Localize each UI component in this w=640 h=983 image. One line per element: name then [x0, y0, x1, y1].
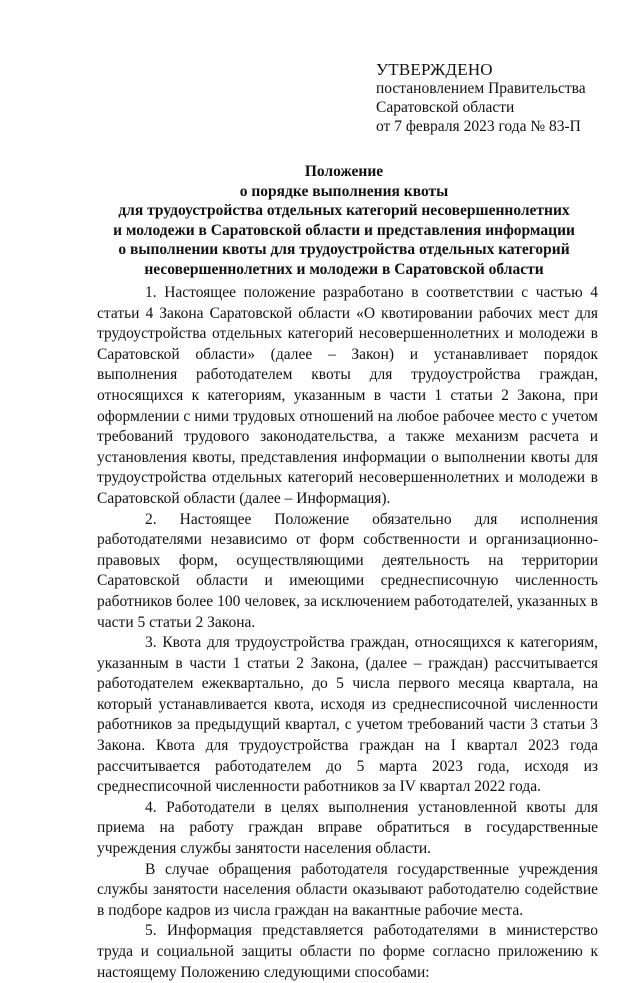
title-line-4: и молодежи в Саратовской области и представления информации: [113, 221, 575, 239]
approval-heading: УТВЕРЖДЕНО: [376, 60, 493, 79]
approval-stamp: [376, 60, 586, 136]
paragraph-3: 3. Квота для трудоустройства граждан, относящихся к категориям, указанным в части 1 статьи 2 Закона, (далее – граждан) рассчитывается работодателем ежеквартально, до 5 числа первого месяца квартала, на который устанавливается квота, исходя из среднесписочной численности работников за предыдущий квартал, с учетом требований части 3 статьи 3 Закона. Квота для трудоустройства граждан на I квартал 2023 года рассчитывается работодателем до 5 марта 2023 года, исходя из среднесписочной численности работников за IV квартал 2022 года.: [97, 634, 598, 796]
approval-line-decree: постановлением Правительства: [376, 80, 586, 97]
document-title: [90, 162, 598, 279]
paragraph-1: 1. Настоящее положение разработано в соответствии с частью 4 статьи 4 Закона Саратовской области «О квотировании рабочих мест для трудоустройства отдельных категорий несовершеннолетних и молодежи в Саратовской области» (далее – Закон) и устанавливает порядок выполнения работодателем квоты для трудоустройства граждан, относящихся к категориям, указанным в части 1 статьи 2 Закона, при оформлении с ними трудовых отношений на любое рабочее место с учетом требований трудового законодательства, а также механизм расчета и установления квоты, представления информации о выполнении квоты для трудоустройства отдельных категорий несовершеннолетних и молодежи в Саратовской области (далее – Информация).: [97, 284, 598, 507]
title-line-5: о выполнении квоты для трудоустройства отдельных категорий: [118, 241, 570, 258]
approval-line-region: Саратовской области: [376, 99, 515, 116]
title-line-2: о порядке выполнения квоты: [239, 182, 449, 200]
approval-line-date: от 7 февраля 2023 года № 83-П: [376, 118, 581, 135]
title-line-6: несовершеннолетних и молодежи в Саратовской области: [144, 260, 544, 278]
title-line-3: для трудоустройства отдельных категорий несовершеннолетних: [118, 202, 570, 219]
document-body: [97, 283, 598, 983]
paragraph-5: 5. Информация представляется работодателями в министерство труда и социальной защиты области по форме согласно приложению к настоящему Положению следующими способами:: [97, 922, 598, 981]
paragraph-4-continued: В случае обращения работодателя государственные учреждения службы занятости населения области оказывают работодателю содействие в подборе кадров из числа граждан на вакантные рабочие места.: [97, 860, 598, 919]
paragraph-2: 2. Настоящее Положение обязательно для исполнения работодателями независимо от форм собственности и организационно-правовых форм, осуществляющими деятельность на территории Саратовской области и имеющими среднесписочную численность работников более 100 человек, за исключением работодателей, указанных в части 5 статьи 2 Закона.: [97, 510, 598, 631]
paragraph-4: 4. Работодатели в целях выполнения установленной квоты для приема на работу граждан вправе обратиться в государственные учреждения службы занятости населения области.: [97, 798, 598, 858]
title-line-1: Положение: [304, 163, 384, 180]
